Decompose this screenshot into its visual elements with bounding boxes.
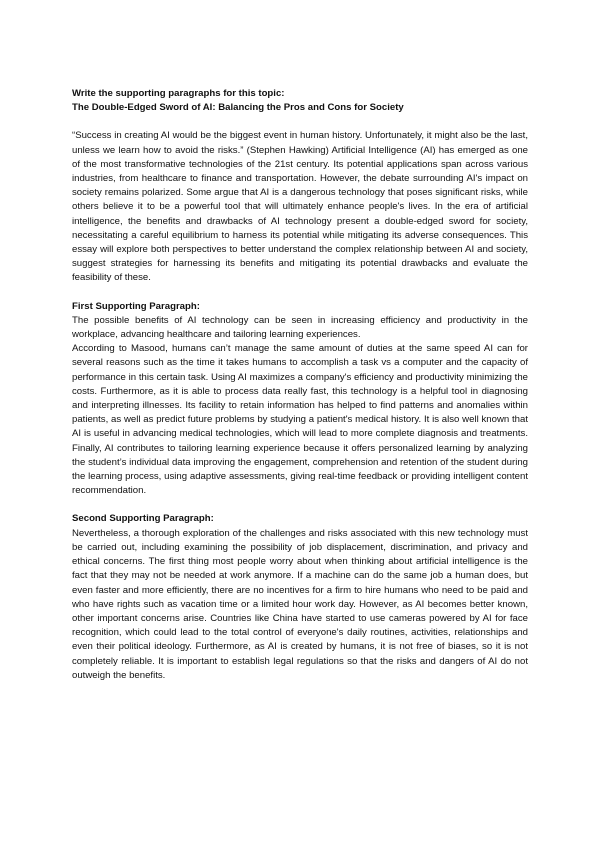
second-supporting-paragraph-1: Nevertheless, a thorough exploration of the challenges and risks associated with this new technology must be carried out, including examining the possibility of job displacement, discrimination, and privacy and ethical concerns. The first thing most people worry about when thinking about artificial intelligence is the fact that they may not be needed at work anymore. If a machine can do the same job a human does, but even faster and more efficiently, there are no incentives for a firm to hire humans who need to be paid and who have rights such as vacation time or a limited hour work day. However, as AI becomes better known, other important concerns arise. Countries like China have started to use cameras powered by AI for face recognition, which could lead to the total control of everyone's daily routines, activities, relationships and even their political ideology. Furthermore, as AI is created by humans, it is not free of biases, so it is not completely reliable. It is important to establish legal regulations so that the risks and dangers of AI do not outweigh the benefits. <box>72 527 528 681</box>
introduction-paragraph: “Success in creating AI would be the biggest event in human history. Unfortunately, it might also be the last, unless we learn how to avoid the risks.” (Stephen Hawking) Artificial Intelligence (AI) has emerged as one of the most transformative technologies of the 21st century. Its potential applications span across various industries, from healthcare to finance and transportation. However, the debate surrounding AI's impact on society remains polarized. Some argue that AI is a dangerous technology that poses significant risks, while others believe it to be a powerful tool that will ultimately enhance people's lives. In the era of artificial intelligence, the benefits and drawbacks of AI technology present a double-edged sword for society, necessitating a careful equilibrium to harness its potential while mitigating its adverse consequences. This essay will explore both perspectives to better understand the complex relationship between AI and society, suggest strategies for harnessing its benefits and mitigating its potential drawbacks and evaluate the feasibility of these. <box>72 130 528 284</box>
second-supporting-section <box>72 512 528 682</box>
first-supporting-section <box>72 300 528 499</box>
first-supporting-paragraph-2: According to Masood, humans can’t manage the same amount of duties at the same speed AI can for several reasons such as the time it takes humans to accomplish a task vs a computer and the capacity of performance in this certain task. Using AI maximizes a company's efficiency and productivity minimizing the costs. Furthermore, as it is able to process data really fast, this technology is a helpful tool in diagnosing and interpreting illnesses. Its facility to retain information has helped to find patterns and anomalies within patients, as well as predict future problems by studying a patient's medical history. It is also well known that AI is useful in advancing medical technologies, which will lead to more complete diagnosis and treatments. Finally, AI contributes to tailoring learning experience because it offers personalized learning by analyzing the student’s individual data improving the engagement, comprehension and retention of the student during the learning process, using adaptive assessments, giving real-time feedback or providing intelligent content recommendation. <box>72 343 528 497</box>
first-supporting-heading: First Supporting Paragraph: <box>72 300 200 312</box>
essay-title: The Double-Edged Sword of AI: Balancing the Pros and Cons for Society <box>72 102 404 114</box>
second-supporting-heading: Second Supporting Paragraph: <box>72 513 214 525</box>
assignment-prompt: Write the supporting paragraphs for this topic: <box>72 88 285 99</box>
first-supporting-paragraph-1: The possible benefits of AI technology can be seen in increasing efficiency and productivity in the workplace, advancing healthcare and tailoring learning experiences. <box>72 314 528 341</box>
